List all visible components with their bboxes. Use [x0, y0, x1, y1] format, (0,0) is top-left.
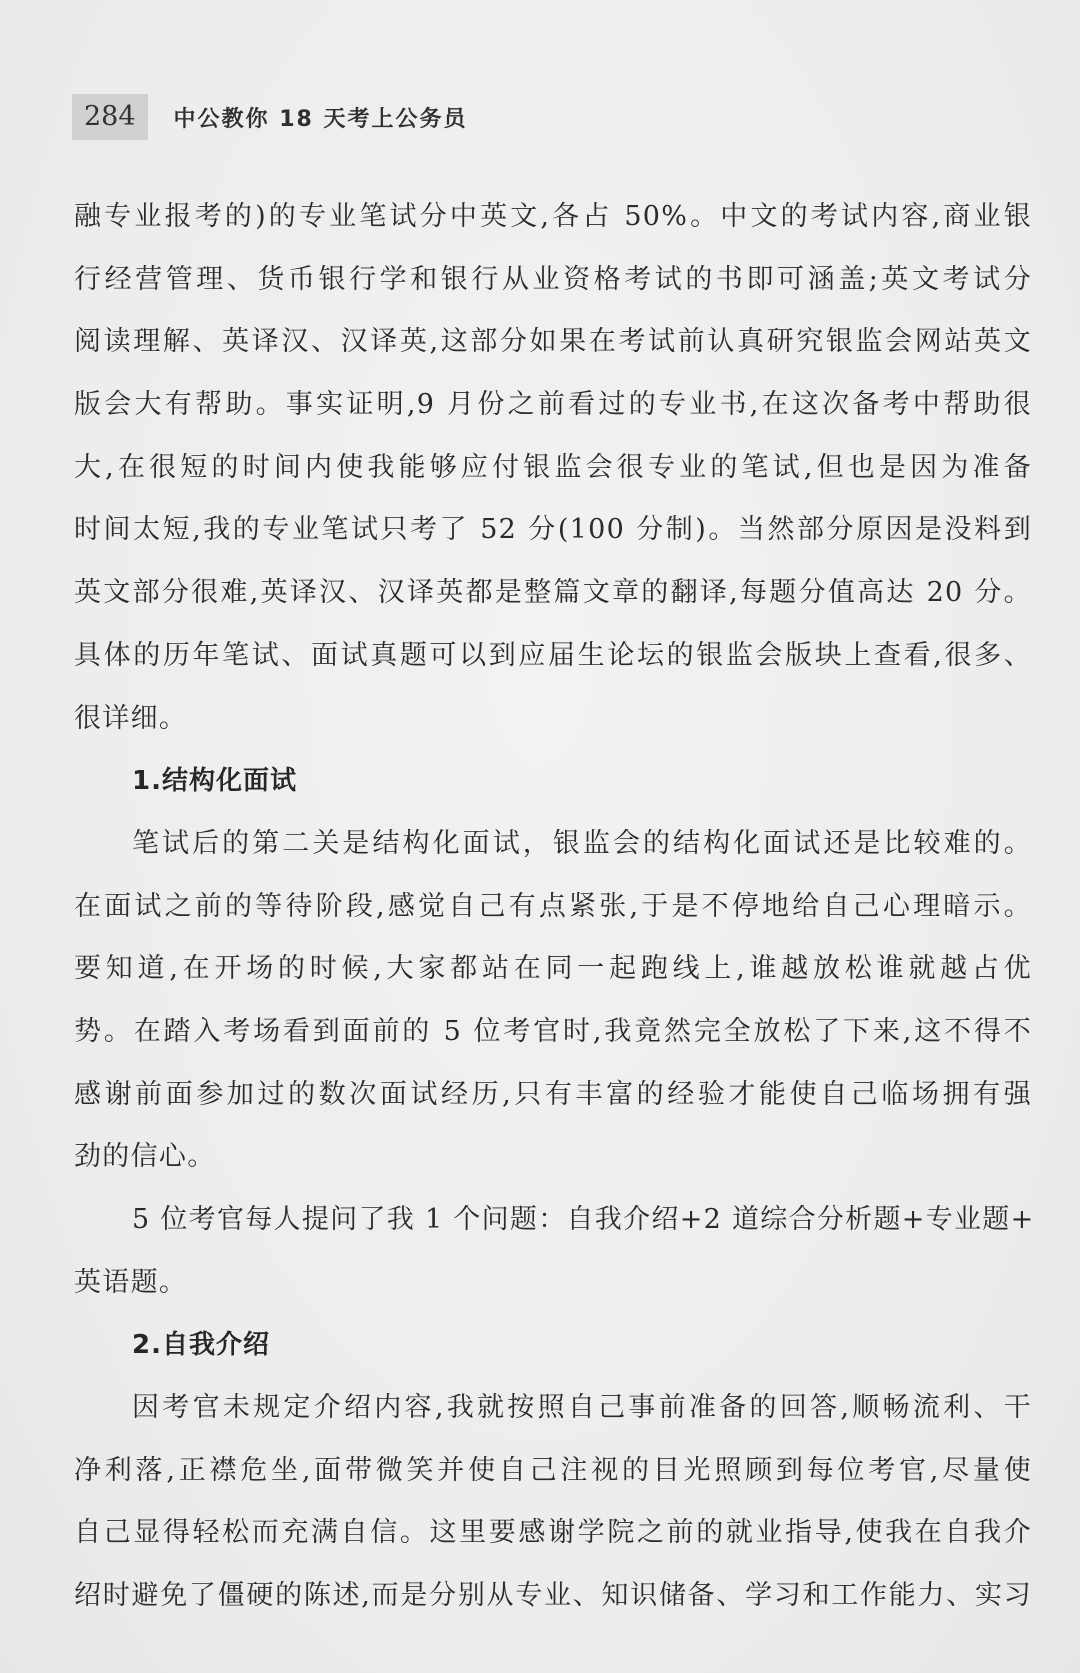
paragraph-line: 版会大有帮助。事实证明,9 月份之前看过的专业书,在这次备考中帮助很 [74, 389, 1032, 421]
section-heading: 2.自我介绍 [132, 1330, 270, 1361]
paragraph-line: 融专业报考的)的专业笔试分中英文,各占 50%。中文的考试内容,商业银 [74, 201, 1032, 232]
paragraph-line: 行经营管理、货币银行学和银行从业资格考试的书即可涵盖;英文考试分 [74, 263, 1032, 295]
paragraph-line: 自己显得轻松而充满自信。这里要感谢学院之前的就业指导,使我在自我介 [74, 1517, 1032, 1549]
paragraph-line: 绍时避免了僵硬的陈述,而是分别从专业、知识储备、学习和工作能力、实习 [74, 1580, 1032, 1612]
paragraph-line: 5 位考官每人提问了我 1 个问题：自我介绍+2 道综合分析题+专业题+ [132, 1204, 1035, 1235]
paragraph-line: 劲的信心。 [74, 1141, 216, 1173]
paragraph-line: 感谢前面参加过的数次面试经历,只有丰富的经验才能使自己临场拥有强 [74, 1078, 1032, 1110]
book-title: 中公教你 18 天考上公务员 [173, 106, 468, 132]
paragraph-line: 时间太短,我的专业笔试只考了 52 分(100 分制)。当然部分原因是没料到 [74, 514, 1032, 546]
paragraph-line: 因考官未规定介绍内容,我就按照自己事前准备的回答,顺畅流利、干 [132, 1392, 1032, 1424]
page-body [74, 186, 1035, 1628]
paragraph-line: 具体的历年笔试、面试真题可以到应届生论坛的银监会版块上查看,很多、 [74, 639, 1032, 671]
page-header [72, 92, 467, 142]
paragraph-line: 很详细。 [74, 702, 188, 734]
paragraph-line: 笔试后的第二关是结构化面试，银监会的结构化面试还是比较难的。 [132, 827, 1032, 859]
paragraph-line: 英语题。 [74, 1266, 188, 1298]
paragraph-line: 英文部分很难,英译汉、汉译英都是整篇文章的翻译,每题分值高达 20 分。 [74, 577, 1032, 609]
paragraph-line: 要知道,在开场的时候,大家都站在同一起跑线上,谁越放松谁就越占优 [74, 953, 1032, 985]
paragraph-line: 净利落,正襟危坐,面带微笑并使自己注视的目光照顾到每位考官,尽量使 [74, 1454, 1032, 1486]
paragraph-line: 在面试之前的等待阶段,感觉自己有点紧张,于是不停地给自己心理暗示。 [74, 890, 1032, 922]
paragraph-line: 阅读理解、英译汉、汉译英,这部分如果在考试前认真研究银监会网站英文 [74, 326, 1032, 358]
paragraph-line: 大,在很短的时间内使我能够应付银监会很专业的笔试,但也是因为准备 [74, 451, 1032, 483]
section-heading: 1.结构化面试 [132, 766, 297, 797]
page-number: 284 [72, 94, 148, 140]
paragraph-line: 势。在踏入考场看到面前的 5 位考官时,我竟然完全放松了下来,这不得不 [74, 1015, 1032, 1047]
